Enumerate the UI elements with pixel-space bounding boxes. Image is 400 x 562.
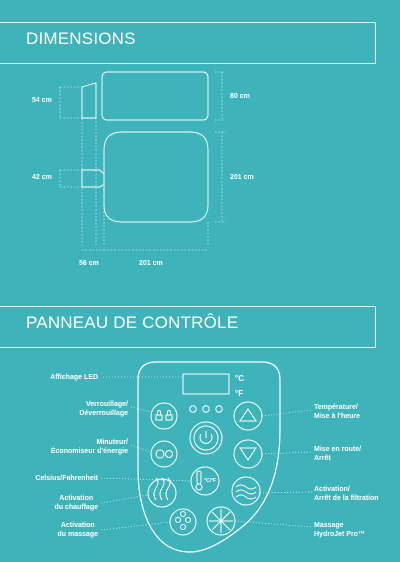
dimension-main-width: 201 cm	[230, 174, 254, 181]
display-celsius: °C	[235, 374, 244, 383]
thermometer-icon	[197, 471, 201, 484]
filtration-button	[232, 477, 260, 505]
label-lock: Verrouillage/ Déverrouillage	[79, 401, 128, 417]
down-button	[234, 440, 262, 468]
dimension-side-top-height: 54 cm	[32, 97, 52, 104]
label-temperature: Température/ Mise à l'heure	[314, 404, 361, 420]
down-arrow-icon	[240, 448, 256, 460]
dimension-top-depth: 80 cm	[230, 93, 250, 100]
label-hydrojet: Massage HydroJet Pro™	[314, 522, 365, 538]
heating-button	[148, 479, 176, 507]
celsius-fahrenheit-button-label: °C/°F	[204, 478, 217, 484]
label-massage: Activation du massage	[57, 522, 98, 538]
label-heating: Activation du chauffage	[54, 495, 98, 511]
temperature-up-button	[234, 402, 262, 430]
hydrojet-icon	[209, 509, 233, 533]
massage-button	[170, 509, 196, 535]
dimension-side-lower-height: 42 cm	[32, 174, 52, 181]
label-timer: Minuteur/ Économiseur d'énergie	[50, 439, 128, 455]
label-power: Mise en route/ Arrêt	[314, 446, 362, 462]
wave-icon	[236, 485, 256, 499]
display-fahrenheit: °F	[235, 389, 244, 398]
dimensions-title: DIMENSIONS	[26, 29, 136, 48]
dimension-side-width: 56 cm	[79, 260, 99, 267]
led-display	[183, 374, 229, 394]
label-led-display: Affichage LED	[50, 374, 98, 381]
up-arrow-icon	[240, 409, 256, 421]
heat-icon	[154, 478, 170, 500]
label-units: Celsius/Fahrenheit	[35, 475, 98, 482]
dimension-main-length: 201 cm	[139, 260, 163, 267]
power-icon	[200, 431, 212, 443]
control-panel-title: PANNEAU DE CONTRÔLE	[26, 313, 239, 332]
panel-outline	[138, 362, 280, 552]
lock-button	[151, 403, 177, 429]
label-filtration: Activation/ Arrêt de la filtration	[314, 486, 379, 502]
